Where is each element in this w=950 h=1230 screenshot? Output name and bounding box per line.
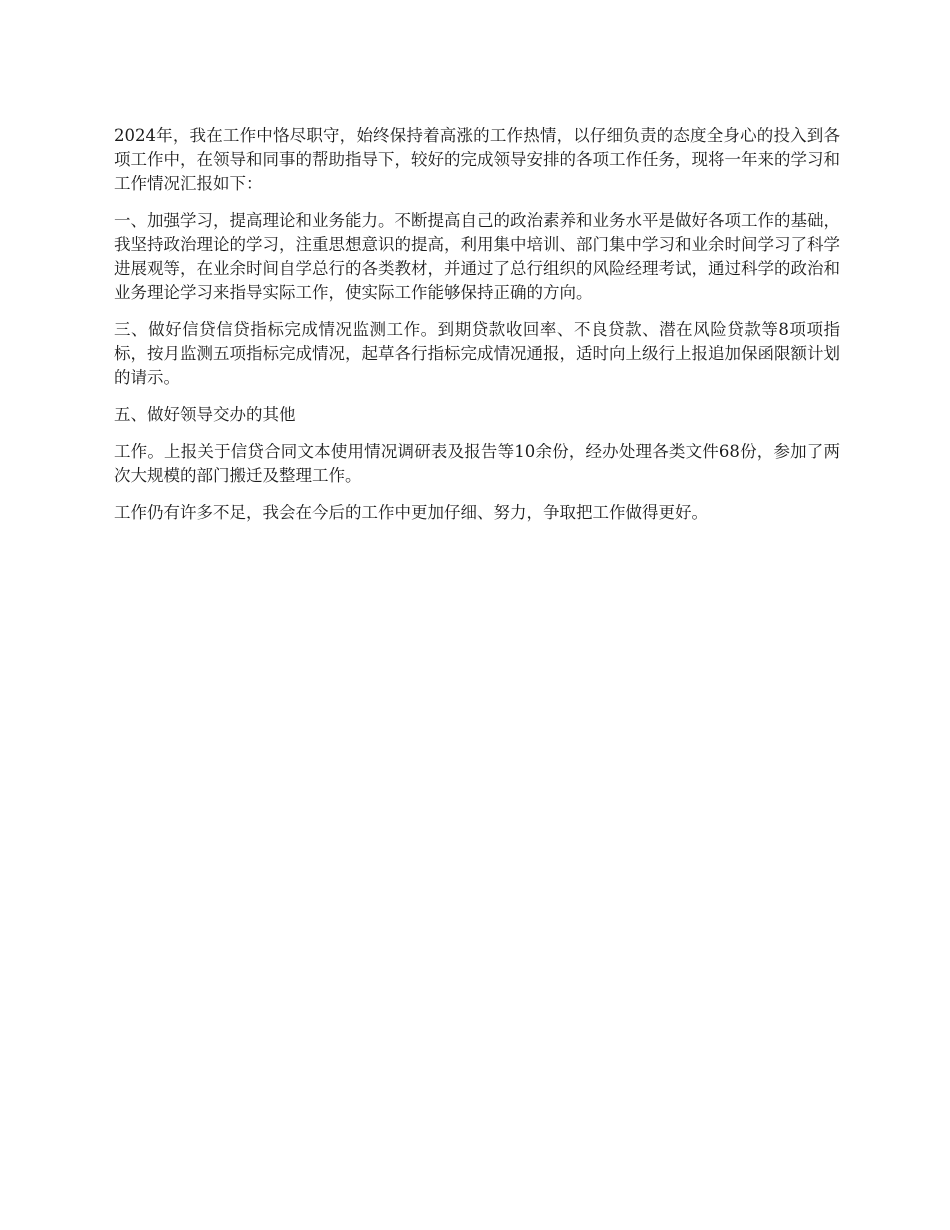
paragraph-conclusion: 工作仍有许多不足，我会在今后的工作中更加仔细、努力，争取把工作做得更好。 [114, 503, 708, 522]
document-body [114, 124, 840, 538]
paragraph-intro: 2024年，我在工作中恪尽职守，始终保持着高涨的工作热情，以仔细负责的态度全身心的投入到各项工作中，在领导和同事的帮助指导下，较好的完成领导安排的各项工作任务，现将一年来的学习和工作情况汇报如下： [114, 126, 840, 193]
paragraph-other-tasks-heading: 五、做好领导交办的其他 [114, 405, 296, 424]
paragraph-credit-monitoring: 三、做好信贷信贷指标完成情况监测工作。到期贷款收回率、不良贷款、潜在风险贷款等8项项指标，按月监测五项指标完成情况，起草各行指标完成情况通报，适时向上级行上报追加保函限额计划的请示。 [114, 320, 840, 387]
paragraph-study: 一、加强学习，提高理论和业务能力。不断提高自己的政治素养和业务水平是做好各项工作的基础，我坚持政治理论的学习，注重思想意识的提高，利用集中培训、部门集中学习和业余时间学习了科学进展观等，在业余时间自学总行的各类教材，并通过了总行组织的风险经理考试，通过科学的政治和业务理论学习来指导实际工作，使实际工作能够保持正确的方向。 [114, 211, 840, 302]
paragraph-other-tasks: 工作。上报关于信贷合同文本使用情况调研表及报告等10余份，经办处理各类文件68份，参加了两次大规模的部门搬迁及整理工作。 [114, 442, 840, 485]
